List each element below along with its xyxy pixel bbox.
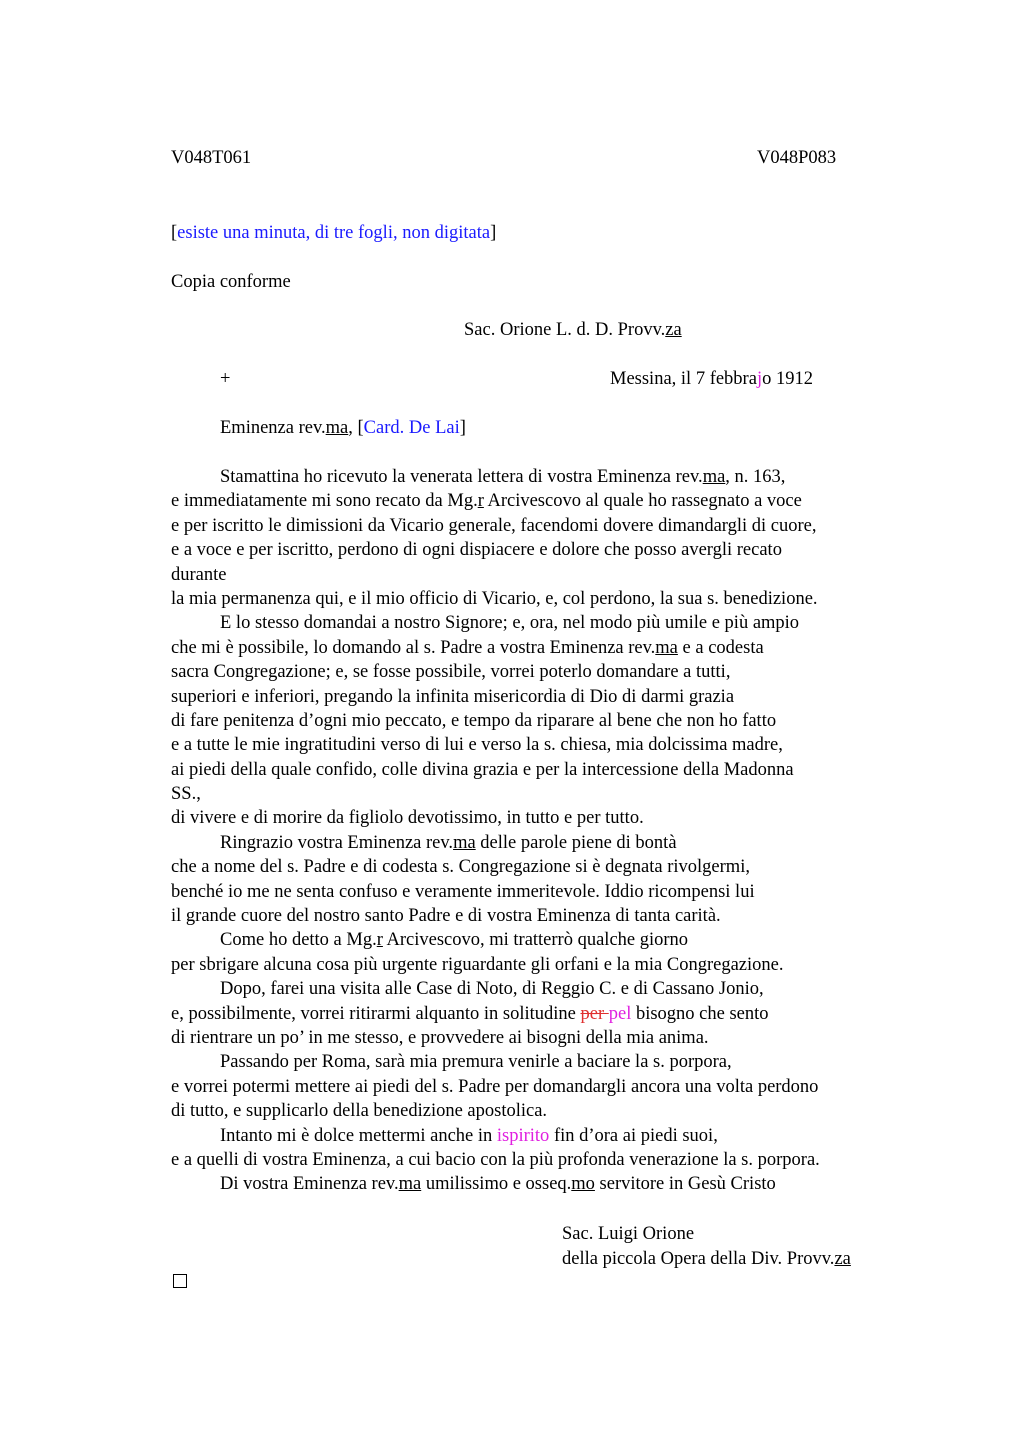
place-date <box>610 367 813 391</box>
corrected-word: ispirito <box>496 1125 550 1146</box>
body-line: di vivere e di morire da figliolo devotissimo, in tutto e per tutto. <box>171 808 644 829</box>
body-line: Dopo, farei una visita alle Case di Noto, di Reggio C. e di Cassano Jonio, <box>220 979 764 1000</box>
letterhead-text: Sac. Orione L. d. D. Provv. <box>464 320 666 340</box>
body-line: Di vostra Eminenza rev.ma umilissimo e osseq.mo servitore in Gesù Cristo <box>220 1174 776 1195</box>
body-line: Ringrazio vostra Eminenza rev.ma delle parole piene di bontà <box>220 832 677 853</box>
salutation-b: , [ <box>348 418 364 438</box>
cross-symbol: + <box>220 369 231 389</box>
place-date-a: Messina, il 7 febbra <box>610 369 757 389</box>
body-line: e vorrei potermi mettere ai piedi del s. Padre per domandargli ancora una volta perdono <box>171 1076 819 1097</box>
body-line: e immediatamente mi sono recato da Mg.r Arcivescovo al quale ho rassegnato a voce <box>171 491 802 512</box>
body-line: di rientrare un po’ in me stesso, e provvedere ai bisogni della mia anima. <box>171 1027 709 1048</box>
signature-organization: della piccola Opera della Div. Provv.za <box>562 1249 851 1269</box>
letterhead-abbrev: za <box>665 320 682 340</box>
salutation-abbrev: ma <box>325 418 349 438</box>
body-line: benché io me ne senta confuso e veramente immeritevole. Iddio ricompensi lui <box>171 881 755 902</box>
body-line: Come ho detto a Mg.r Arcivescovo, mi tratterrò qualche giorno <box>220 930 689 951</box>
body-line: di tutto, e supplicarlo della benedizione apostolica. <box>171 1101 548 1122</box>
end-marker-square-icon <box>173 1274 187 1288</box>
body-line: e a voce e per iscritto, perdono di ogni dispiacere e dolore che posso avergli recato <box>171 540 782 561</box>
salutation-a: Eminenza rev. <box>220 418 326 438</box>
copy-label: Copia conforme <box>171 272 291 292</box>
body-line: Intanto mi è dolce mettermi anche in ispirito fin d’ora ai piedi suoi, <box>220 1125 718 1146</box>
letter-body <box>171 465 911 1197</box>
body-line: ai piedi della quale confido, colle divina grazia e per la intercessione della Madonna <box>171 759 794 780</box>
note-close: ] <box>490 223 497 243</box>
struck-word: per <box>580 1003 609 1024</box>
place-date-correction: j <box>756 369 763 389</box>
letterhead <box>464 318 682 342</box>
salutation <box>220 416 466 440</box>
document-code-left: V048T061 <box>171 148 252 168</box>
corrected-word: pel <box>608 1003 632 1024</box>
place-date-c: o 1912 <box>762 369 813 389</box>
body-line: per sbrigare alcuna cosa più urgente riguardante gli orfani e la mia Congregazione. <box>171 954 784 975</box>
document-code-right: V048P083 <box>757 148 837 168</box>
body-line: E lo stesso domandai a nostro Signore; e, ora, nel modo più umile e più ampio <box>220 613 800 634</box>
body-line: e per iscritto le dimissioni da Vicario generale, facendomi dovere dimandargli di cuore, <box>171 515 817 536</box>
body-line: durante <box>171 564 227 585</box>
body-line: superiori e inferiori, pregando la infinita misericordia di Dio di darmi grazia <box>171 686 735 707</box>
editorial-note <box>171 221 496 245</box>
body-line: Passando per Roma, sarà mia premura venirle a baciare la s. porpora, <box>220 1052 732 1073</box>
note-open: [ <box>171 223 178 243</box>
body-line: il grande cuore del nostro santo Padre e di vostra Eminenza di tanta carità. <box>171 906 721 927</box>
body-line: di fare penitenza d’ogni mio peccato, e tempo da riparare al bene che non ho fatto <box>171 710 777 731</box>
body-line: e a tutte le mie ingratitudini verso di lui e verso la s. chiesa, mia dolcissima madre, <box>171 735 783 756</box>
salutation-recipient: Card. De Lai <box>363 418 460 438</box>
body-line: e a quelli di vostra Eminenza, a cui bacio con la più profonda venerazione la s. porpora. <box>171 1149 820 1170</box>
signature-name: Sac. Luigi Orione <box>562 1224 695 1244</box>
body-line: la mia permanenza qui, e il mio officio di Vicario, e, col perdono, la sua s. benedizione. <box>171 588 818 609</box>
salutation-c: ] <box>459 418 466 438</box>
body-line: che a nome del s. Padre e di codesta s. Congregazione si è degnata rivolgermi, <box>171 857 750 878</box>
body-line: Stamattina ho ricevuto la venerata lettera di vostra Eminenza rev.ma, n. 163, <box>220 467 786 487</box>
body-line: SS., <box>171 784 201 805</box>
body-line: sacra Congregazione; e, se fosse possibile, vorrei poterlo domandare a tutti, <box>171 662 731 683</box>
note-text: esiste una minuta, di tre fogli, non digitata <box>177 223 491 243</box>
body-line: che mi è possibile, lo domando al s. Padre a vostra Eminenza rev.ma e a codesta <box>171 637 764 658</box>
body-line: e, possibilmente, vorrei ritirarmi alquanto in solitudine per pel bisogno che sento <box>171 1003 769 1024</box>
